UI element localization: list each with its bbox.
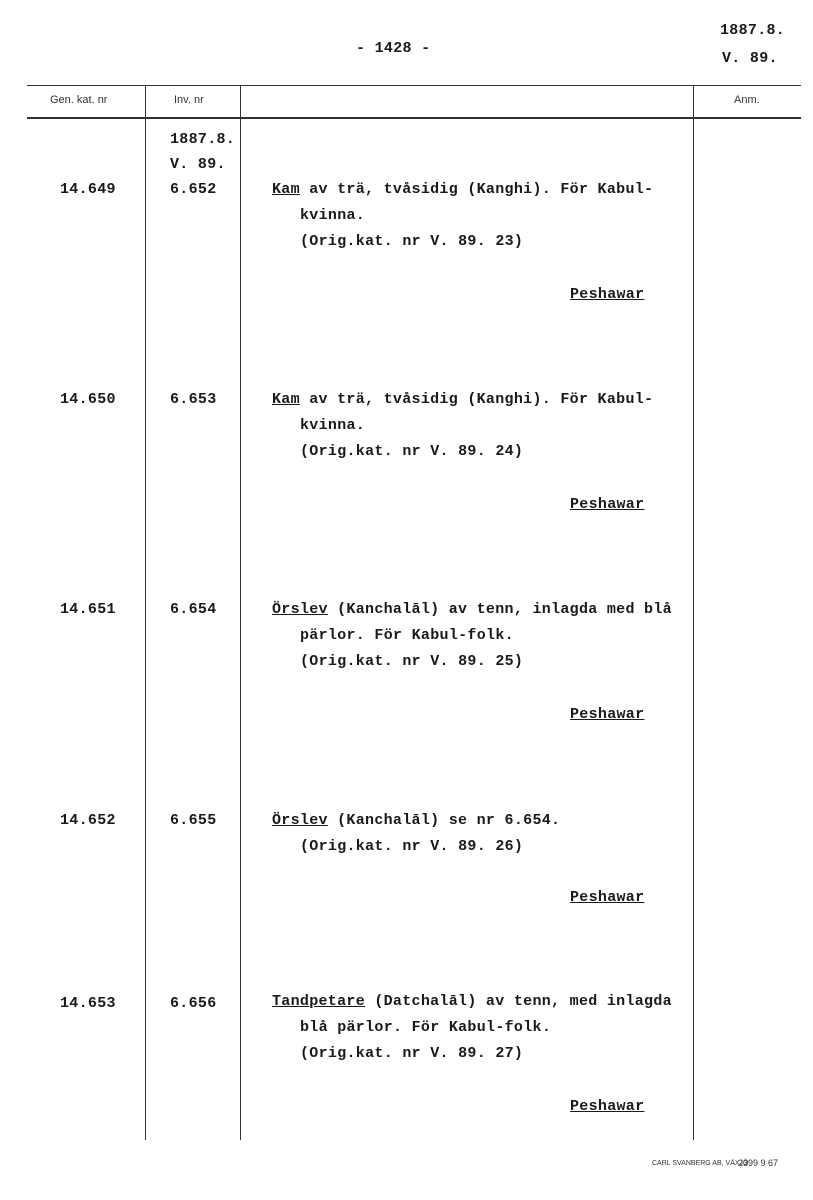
entry-line-2: (Orig.kat. nr V. 89. 26) bbox=[300, 838, 524, 855]
entry-term: Kam bbox=[272, 391, 300, 408]
entry-line-3: (Orig.kat. nr V. 89. 23) bbox=[300, 233, 524, 250]
entry-inv-nr: 6.656 bbox=[170, 995, 217, 1012]
entry-line-3: (Orig.kat. nr V. 89. 24) bbox=[300, 443, 524, 460]
entry-line-1 bbox=[272, 601, 672, 618]
entry-line-1 bbox=[272, 391, 653, 408]
entry-gen-nr: 14.649 bbox=[60, 181, 116, 198]
entry-line-3: (Orig.kat. nr V. 89. 27) bbox=[300, 1045, 524, 1062]
entry-line-1 bbox=[272, 812, 560, 829]
printer-imprint: CARL SVANBERG AB, VÄXJÖ bbox=[652, 1160, 749, 1167]
entry-description: (Kanchalāl) av tenn, inlagda med blå bbox=[327, 601, 672, 618]
entry-line-1 bbox=[272, 181, 653, 198]
entry-place: Peshawar bbox=[570, 496, 645, 513]
entry-gen-nr: 14.651 bbox=[60, 601, 116, 618]
entry-place: Peshawar bbox=[570, 1098, 645, 1115]
entry-line-3: (Orig.kat. nr V. 89. 25) bbox=[300, 653, 524, 670]
column-header-inv: Inv. nr bbox=[174, 94, 204, 106]
entry-inv-nr: 6.652 bbox=[170, 181, 217, 198]
entry-gen-nr: 14.652 bbox=[60, 812, 116, 829]
entry-inv-nr: 6.654 bbox=[170, 601, 217, 618]
register-date: 1887.8. bbox=[720, 22, 786, 39]
entry-gen-nr: 14.650 bbox=[60, 391, 116, 408]
entry-inv-nr: 6.653 bbox=[170, 391, 217, 408]
page-number: - 1428 - bbox=[356, 40, 431, 57]
entry-inv-nr: 6.655 bbox=[170, 812, 217, 829]
header-bottom-rule bbox=[27, 117, 801, 119]
col-divider-1 bbox=[145, 85, 146, 1140]
entry-line-2: kvinna. bbox=[300, 417, 366, 434]
form-code: 2399 9 67 bbox=[738, 1158, 779, 1168]
entry-place: Peshawar bbox=[570, 706, 645, 723]
entry-line-2: blå pärlor. För Kabul-folk. bbox=[300, 1019, 552, 1036]
register-code: V. 89. bbox=[722, 50, 778, 67]
entry-term: Örslev bbox=[272, 601, 328, 618]
entry-description: av trä, tvåsidig (Kanghi). För Kabul- bbox=[299, 181, 654, 198]
entry-gen-nr: 14.653 bbox=[60, 995, 116, 1012]
entry-term: Tandpetare bbox=[272, 993, 366, 1010]
entry-place: Peshawar bbox=[570, 286, 645, 303]
intro-code: V. 89. bbox=[170, 156, 226, 173]
entry-term: Kam bbox=[272, 181, 300, 198]
intro-date: 1887.8. bbox=[170, 131, 236, 148]
entry-line-2: kvinna. bbox=[300, 207, 366, 224]
column-header-anm: Anm. bbox=[734, 94, 760, 106]
entry-place: Peshawar bbox=[570, 889, 645, 906]
entry-line-1 bbox=[272, 993, 672, 1010]
entry-description: av trä, tvåsidig (Kanghi). För Kabul- bbox=[299, 391, 654, 408]
header-top-rule bbox=[27, 85, 801, 86]
entry-term: Örslev bbox=[272, 812, 328, 829]
col-divider-2 bbox=[240, 85, 241, 1140]
entry-description: (Datchalāl) av tenn, med inlagda bbox=[365, 993, 672, 1010]
col-divider-3 bbox=[693, 85, 694, 1140]
entry-description: (Kanchalāl) se nr 6.654. bbox=[327, 812, 561, 829]
column-header-gen: Gen. kat. nr bbox=[50, 94, 108, 106]
entry-line-2: pärlor. För Kabul-folk. bbox=[300, 627, 514, 644]
